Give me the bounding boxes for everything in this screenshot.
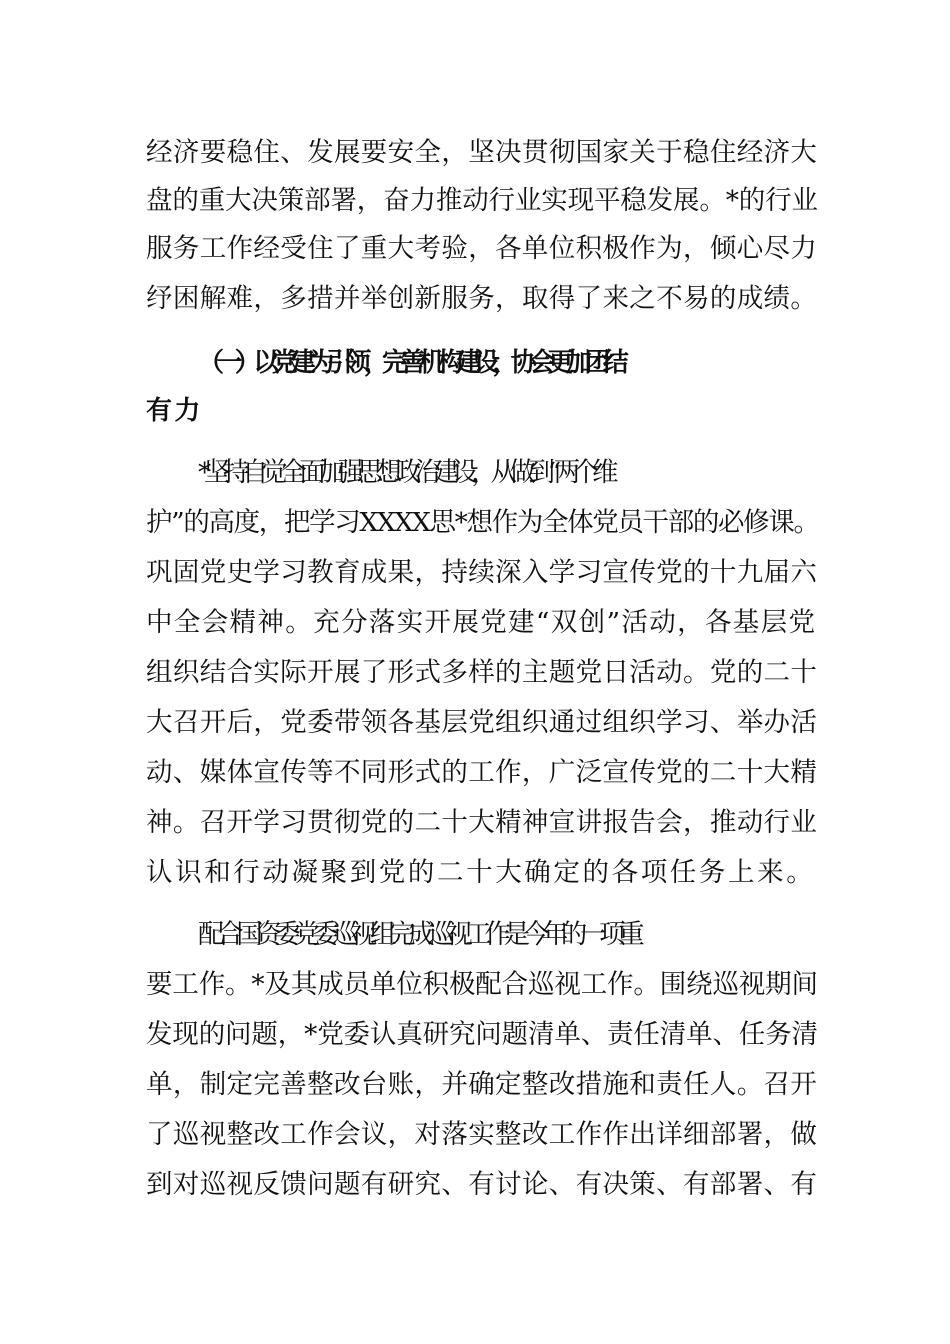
paragraph-line: 巩固党史学习教育成果，持续深入学习宣传党的十九届六 xyxy=(146,557,818,588)
paragraph-line: 组织结合实际开展了形式多样的主题党日活动。党的二十 xyxy=(146,657,818,688)
paragraph-line: 经济要稳住、发展要安全，坚决贯彻国家关于稳住经济大 xyxy=(146,137,818,168)
paragraph-line: 单，制定完善整改台账，并确定整改措施和责任人。召开 xyxy=(146,1069,818,1100)
paragraph-line: 动、媒体宣传等不同形式的工作，广泛宣传党的二十大精 xyxy=(146,757,818,788)
paragraph-line: 盘的重大决策部署，奋力推动行业实现平稳发展。*的行业 xyxy=(146,185,818,216)
section-heading-continued: 有力 xyxy=(146,396,203,426)
paragraph-line: 配合国资委党委巡视组完成巡视工作是今年的一项重 xyxy=(198,919,638,950)
paragraph-line: 发现的问题，*党委认真研究问题清单、责任清单、任务清 xyxy=(146,1019,818,1050)
paragraph-line: *坚持自觉全面加强思想政治建设，从做到“两个维 xyxy=(198,457,612,488)
paragraph-line: 要工作。*及其成员单位积极配合巡视工作。围绕巡视期间 xyxy=(146,969,818,1000)
paragraph-line: 中全会精神。充分落实开展党建“双创”活动，各基层党 xyxy=(146,607,817,638)
paragraph-line: 护”的高度，把学习XXXX思*想作为全体党员干部的必修课。 xyxy=(146,507,819,538)
paragraph-line: 到对巡视反馈问题有研究、有讨论、有决策、有部署、有 xyxy=(146,1169,818,1200)
paragraph-line: 服务工作经受住了重大考验，各单位积极作为，倾心尽力 xyxy=(146,233,818,264)
paragraph-line: 认识和行动凝聚到党的二十大确定的各项任务上来。 xyxy=(146,857,816,888)
paragraph-line: 大召开后，党委带领各基层党组织通过组织学习、举办活 xyxy=(146,707,818,738)
section-heading: （一）以党建为引领，完善机构建设，协会更加团结 xyxy=(198,348,622,378)
paragraph-line: 了巡视整改工作会议，对落实整改工作作出详细部署，做 xyxy=(146,1119,818,1150)
paragraph-line: 纾困解难，多措并举创新服务，取得了来之不易的成绩。 xyxy=(146,283,818,314)
paragraph-line: 神。召开学习贯彻党的二十大精神宣讲报告会，推动行业 xyxy=(146,807,818,838)
